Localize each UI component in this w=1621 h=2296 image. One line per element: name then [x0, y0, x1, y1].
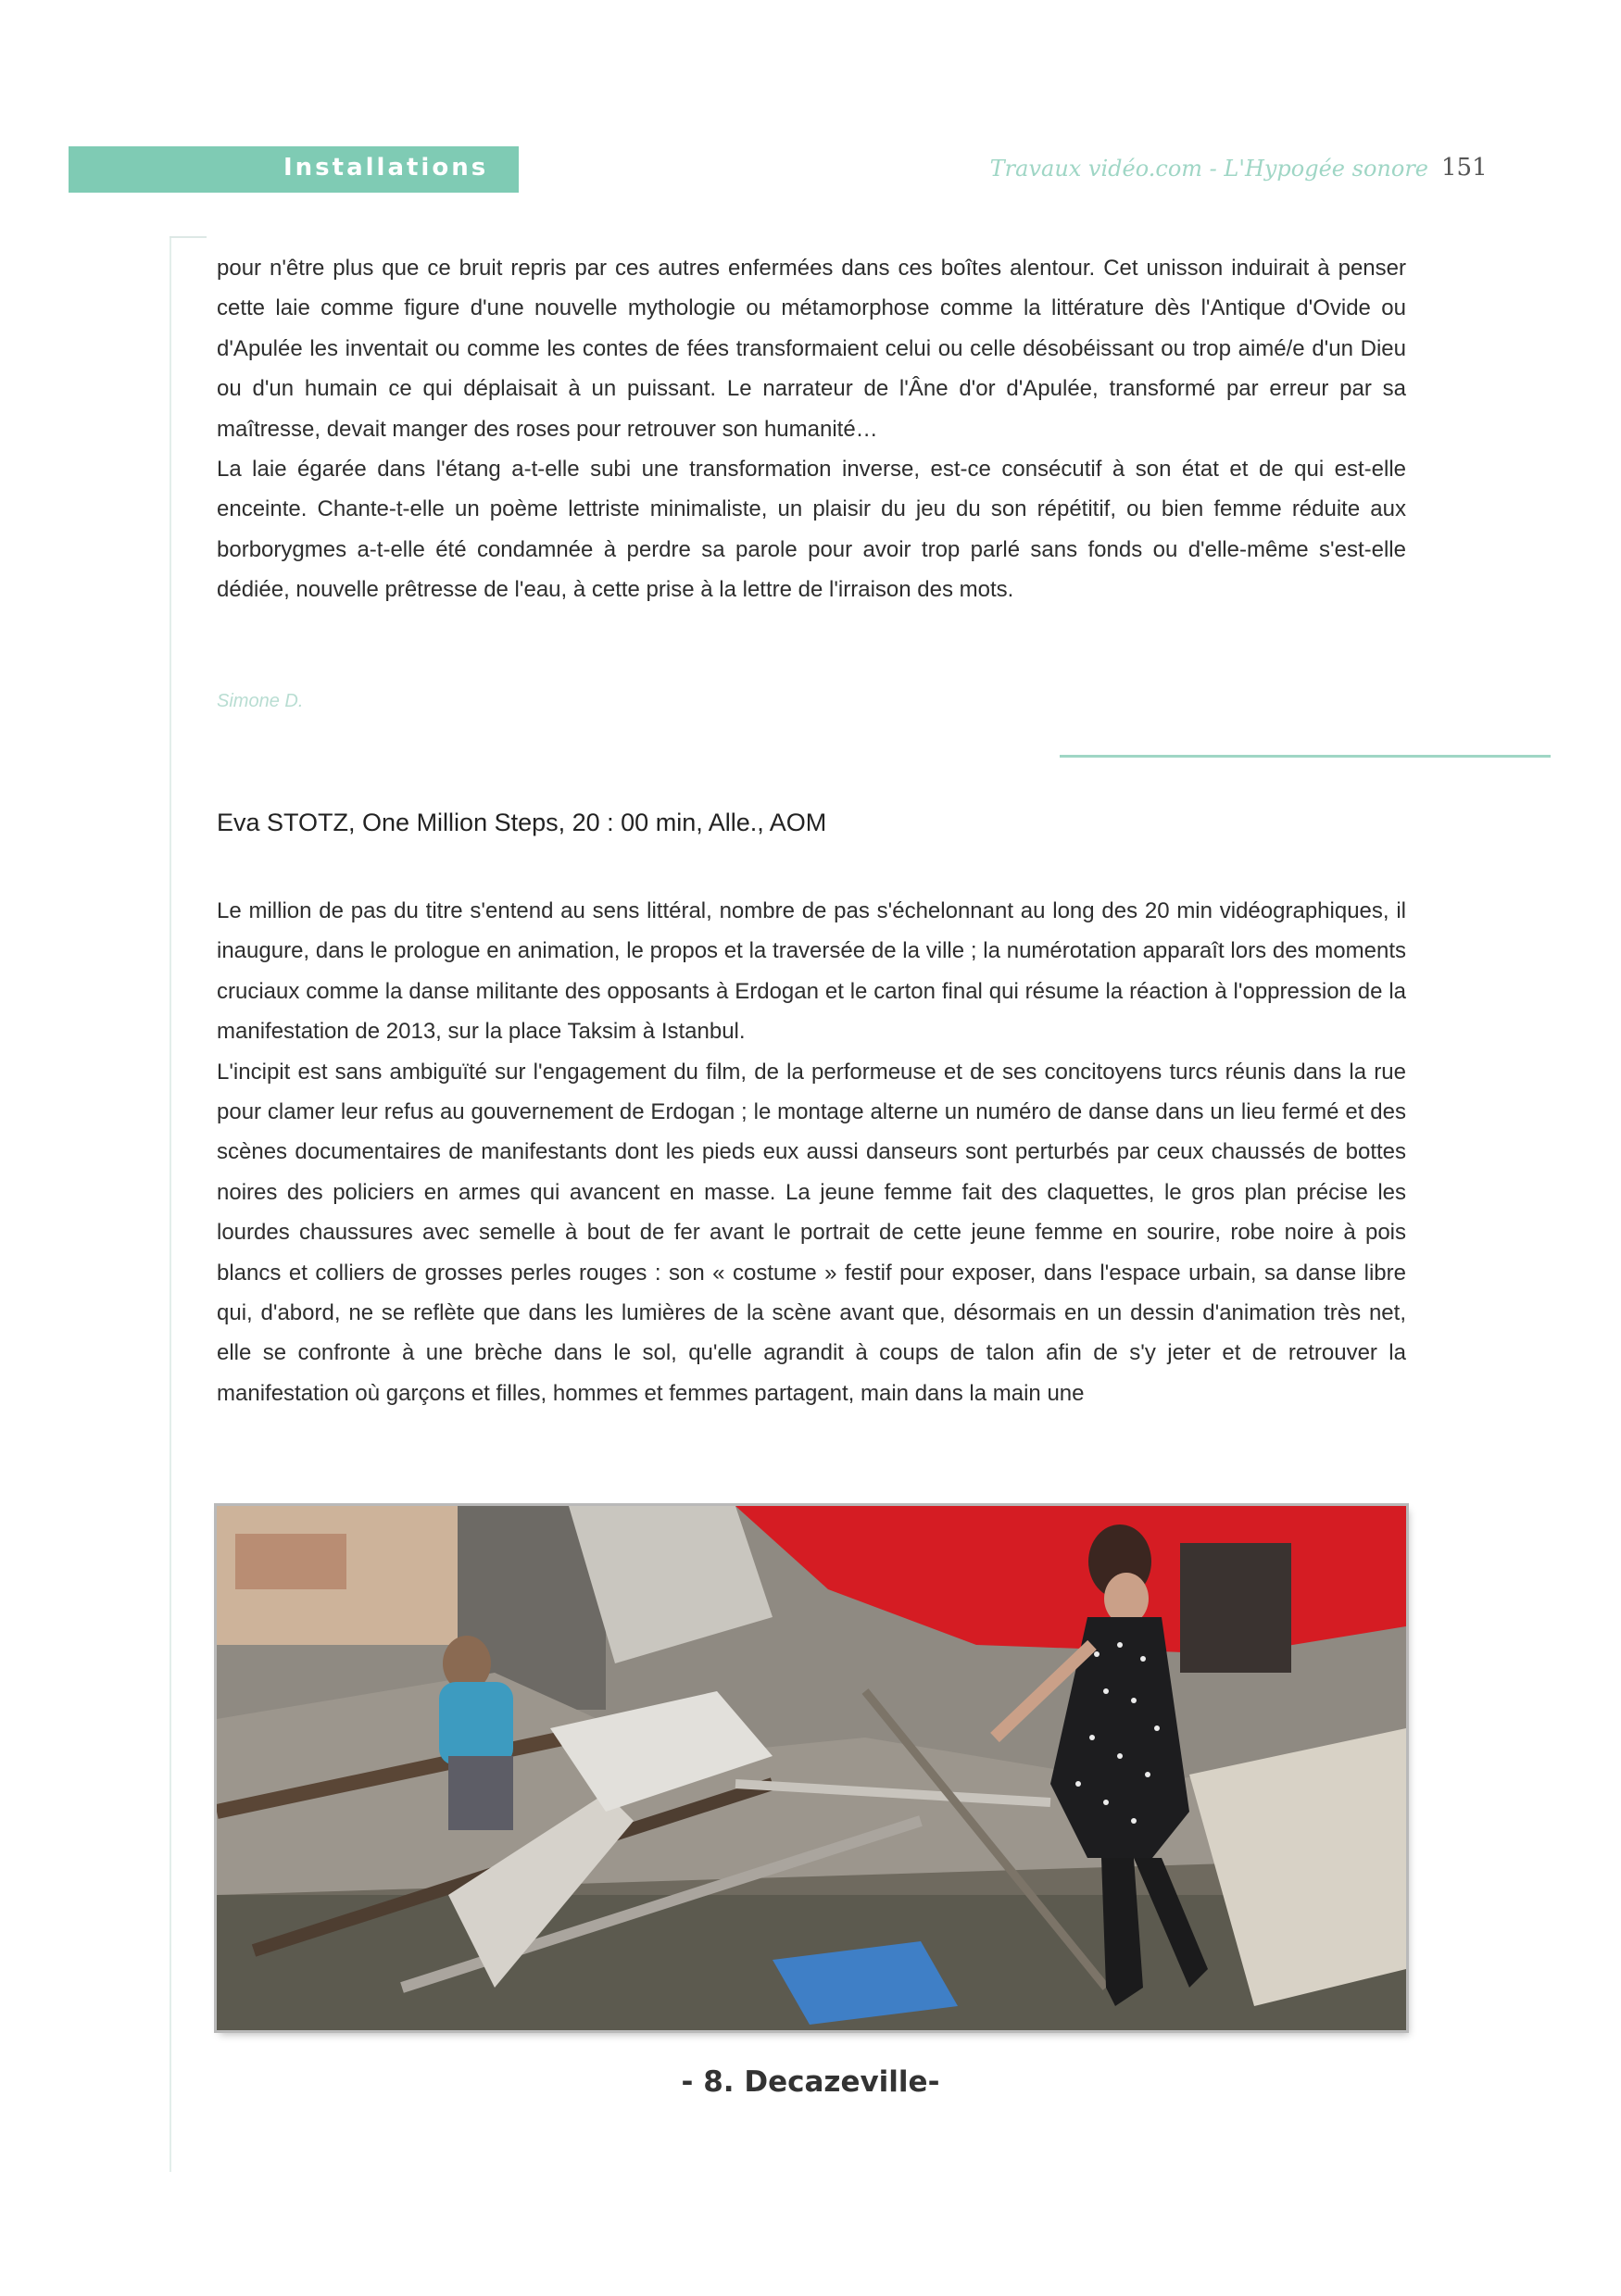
footer-caption: - 8. Decazeville-: [681, 2065, 940, 2099]
page-number: 151: [1441, 154, 1488, 182]
film-still-image: [217, 1506, 1406, 2030]
entry-body: [217, 891, 1406, 1413]
entry-heading: Eva STOTZ, One Million Steps, 20 : 00 min, Alle., AOM: [217, 809, 827, 836]
paragraph: Le million de pas du titre s'entend au sens littéral, nombre de pas s'échelonnant au long des 20 min vidéographiques, il inaugure, dans le prologue en animation, le propos et la traversée de la ville ; la numérotation apparaît lors des moments cruciaux comme la danse militante des opposants à Erdogan et le carton final qui résume la réaction à l'oppression de la manifestation de 2013, sur la place Taksim à Istanbul.: [217, 898, 1406, 1045]
author-signature: Simone D.: [217, 691, 304, 711]
left-margin-rule-cap: [170, 236, 207, 238]
film-still-photo: [217, 1506, 1406, 2030]
paragraph: L'incipit est sans ambiguïté sur l'engagement du film, de la performeuse et de ses concitoyens turcs réunis dans la rue pour clamer leur refus au gouvernement de Erdogan ; le montage alterne un numéro de danse dans un lieu fermé et des scènes documentaires de manifestants dont les pieds eux aussi danseurs sont perturbés par ceux chaussés de bottes noires des policiers en armes qui avancent en masse. La jeune femme fait des claquettes, le gros plan précise les lourdes chaussures avec semelle à bout de fer avant le portrait de cette jeune femme en sourire, robe noire à pois blancs et colliers de grosses perles rouges : son « costume » festif pour exposer, dans l'espace urbain, sa danse libre qui, d'abord, ne se reflète que dans les lumières de la scène avant que, désormais en un dessin d'animation très net, elle se confronte à une brèche dans le sol, qu'elle agrandit à coups de talon afin de s'y jeter et de retrouver la manifestation où garçons et filles, hommes et femmes partagent, main dans la main une: [217, 1059, 1406, 1406]
section-divider: [1060, 755, 1551, 758]
paragraph: pour n'être plus que ce bruit repris par ces autres enfermées dans ces boîtes alentour. Cet unisson induirait à penser cette laie comme figure d'une nouvelle mythologie ou métamorphose comme la littérature dès l'Antique d'Ovide ou d'Apulée les inventait ou comme les contes de fées transformaient celui ou celle désobéissant ou trop aimé/e d'un Dieu ou d'un humain ce qui déplaisait à un puissant. Le narrateur de l'Âne d'or d'Apulée, transformé par erreur par sa maîtresse, devait manger des roses pour retrouver son humanité…: [217, 256, 1406, 442]
left-margin-rule: [170, 236, 171, 2172]
section-label: Installations: [283, 154, 489, 182]
continued-text: [217, 248, 1406, 610]
paragraph: La laie égarée dans l'étang a-t-elle subi une transformation inverse, est-ce consécutif à son état et de qui est-elle enceinte. Chante-t-elle un poème lettriste minimaliste, un plaisir du jeu du son répétitif, ou bien femme réduite aux borborygmes a-t-elle été condamnée à perdre sa parole pour avoir trop parlé sans fonds ou d'elle-même s'est-elle dédiée, nouvelle prêtresse de l'eau, à cette prise à la lettre de l'irraison des mots.: [217, 457, 1406, 603]
running-title: Travaux vidéo.com - L'Hypogée sonore: [989, 156, 1428, 182]
section-header-band: [69, 146, 519, 193]
